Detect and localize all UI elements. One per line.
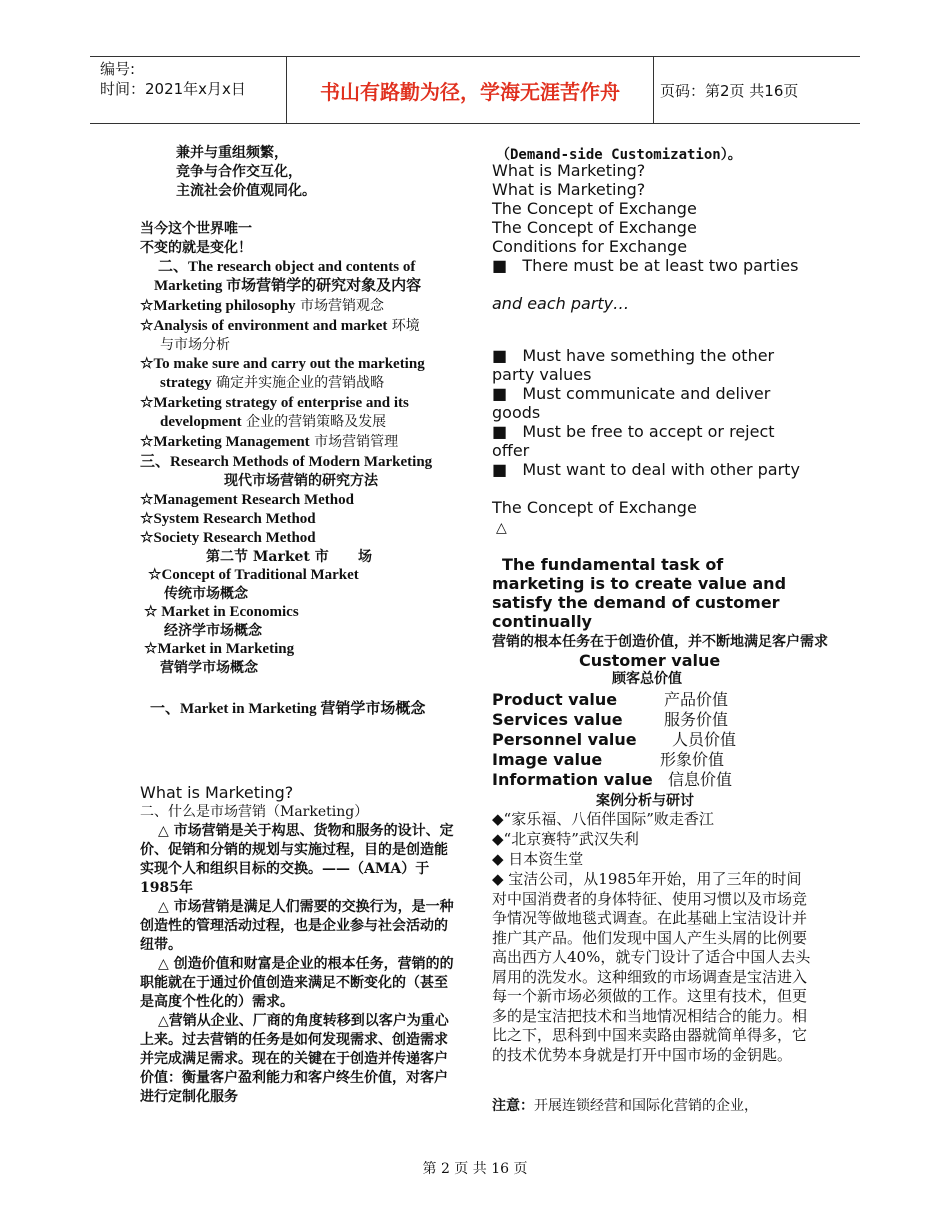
- list-item: ☆Management Research Method: [140, 492, 354, 508]
- list-item-cn: 市场营销观念: [295, 298, 385, 314]
- list-item-en: ☆Marketing philosophy: [140, 298, 296, 314]
- list-item: ■ Must have something the other party values: [492, 346, 780, 384]
- text-line: The Concept of Exchange: [492, 199, 697, 218]
- list-item: [160, 413, 386, 432]
- value-cn: 服务价值: [664, 710, 729, 729]
- list-item: ■ There must be at least two parties: [492, 256, 799, 275]
- value-label: Image value: [492, 750, 603, 769]
- list-item: [160, 374, 384, 393]
- list-item-en: development: [160, 414, 242, 430]
- section-heading: 三、Research Methods of Modern Marketing: [140, 454, 433, 470]
- section-heading: 一、Market in Marketing 营销学市场概念: [150, 701, 426, 717]
- text-line: 主流社会价值观同化。: [176, 183, 316, 199]
- text-line: 兼并与重组频繁，: [176, 145, 288, 161]
- list-item: [140, 317, 420, 336]
- text-line: 营销学市场概念: [160, 660, 258, 676]
- text-line: 传统市场概念: [164, 586, 248, 602]
- text-line: The Concept of Exchange: [492, 498, 697, 517]
- value-cn: 产品价值: [664, 690, 729, 709]
- value-label: Personnel value: [492, 730, 637, 749]
- section-heading: Marketing 市场营销学的研究对象及内容: [154, 278, 422, 294]
- paragraph: ◆ 宝洁公司，从1985年开始，用了三年的时间对中国消费者的身体特征、使用习惯以及市场竞争情况等做地毯式调查。在此基础上宝洁设计并推广其产品。他们发现中国人产生头屑的比例要高出西方人40%，就专门设计了适合中国人去头屑用的洗发水。这种细致的市场调查是宝洁进入每一个新市场必须做的工作。这里有技术，但更多的是宝洁把技术和当地情况相结合的能力。相比之下，思科到中国来卖路由器就简单得多，它的技术优势本身就是打开中国市场的金钥匙。: [492, 870, 811, 1064]
- list-item: ■ Must want to deal with other party: [492, 460, 800, 479]
- list-item: ◆ 日本资生堂: [492, 850, 584, 868]
- list-item-en: ☆Marketing Management: [140, 434, 310, 450]
- value-cn: 信息价值: [668, 770, 733, 789]
- text-line: 与市场分析: [160, 337, 230, 353]
- list-item: [140, 433, 398, 452]
- list-item: ☆System Research Method: [140, 511, 316, 527]
- list-item: ■ Must be free to accept or reject offer: [492, 422, 780, 460]
- section-heading: 第二节 Market 市 场: [206, 549, 373, 565]
- text-line: Conditions for Exchange: [492, 237, 688, 256]
- list-item: ◆“北京赛特”武汉失利: [492, 830, 639, 848]
- paragraph: △ 市场营销是满足人们需要的交换行为，是一种创造性的管理活动过程，也是企业参与社会活动的纽带。: [140, 899, 454, 953]
- list-item: ■ Must communicate and deliver goods: [492, 384, 776, 422]
- list-item-cn: 市场营销管理: [309, 434, 399, 450]
- note-label: 注意：: [492, 1098, 534, 1114]
- doc-number-label: 编号:: [100, 60, 136, 78]
- text-line: 不变的就是变化！: [140, 240, 252, 256]
- paragraph: △ 市场营销是关于构思、货物和服务的设计、定价、促销和分销的规划与实施过程，目的是创造能实现个人和组织目标的交换。——（AMA）于1985年: [140, 823, 454, 896]
- section-heading: 顾客总价值: [612, 671, 682, 687]
- value-label: Information value: [492, 770, 653, 789]
- section-heading: 案例分析与研讨: [596, 793, 694, 809]
- text-line: 二、什么是市场营销（Marketing）: [140, 804, 369, 820]
- paragraph-cn: 营销的根本任务在于创造价值，并不断地满足客户需求: [492, 634, 828, 650]
- text-line: 经济学市场概念: [164, 623, 262, 639]
- page-footer: 第 2 页 共 16 页: [422, 1161, 528, 1177]
- paragraph: [492, 555, 828, 652]
- value-label: Services value: [492, 710, 623, 729]
- value-cn: 形象价值: [660, 750, 725, 769]
- text-line: 竞争与合作交互化，: [176, 164, 302, 180]
- list-item: ◆“家乐福、八佰伴国际”败走香江: [492, 810, 714, 828]
- text-line: （Demand-side Customization）。: [496, 147, 742, 163]
- header-page-info: 页码：第2页 共16页: [660, 81, 799, 100]
- text-line: What is Marketing?: [492, 180, 646, 199]
- page-header: [90, 56, 860, 124]
- paragraph: △营销从企业、厂商的角度转移到以客户为重心上来。过去营销的任务是如何发现需求、创造需求并完成满足需求。现在的关键在于创造并传递客户价值：衡量客户盈利能力和客户终生价值，对客户进行定制化服务: [140, 1013, 449, 1105]
- text-line: What is Marketing?: [140, 783, 294, 802]
- list-item-cn: 确定并实施企业的营销战略: [211, 375, 385, 391]
- paragraph: △ 创造价值和财富是企业的根本任务，营销的的职能就在于通过价值创造来满足不断变化的（甚至是高度个性化的）需求。: [140, 956, 454, 1010]
- list-item: ☆Society Research Method: [140, 530, 316, 546]
- text-line: [492, 1097, 758, 1116]
- triangle-icon: △: [496, 520, 507, 536]
- value-cn: 人员价值: [672, 730, 737, 749]
- value-label: Product value: [492, 690, 618, 709]
- list-item: ☆Concept of Traditional Market: [148, 567, 359, 583]
- text-line: 当今这个世界唯一: [140, 221, 252, 237]
- paragraph-en: The fundamental task of marketing is to create value and satisfy the demand of customer continually: [492, 555, 787, 631]
- header-meta: [90, 57, 286, 123]
- list-item: ☆To make sure and carry out the marketing: [140, 356, 425, 372]
- list-item: [140, 297, 384, 316]
- list-item-cn: 企业的营销策略及发展: [241, 414, 387, 430]
- note-text: 开展连锁经营和国际化营销的企业，: [534, 1098, 758, 1114]
- doc-time-label: 时间：2021年x月x日: [100, 80, 246, 98]
- text-line: What is Marketing?: [492, 161, 646, 180]
- text-line: The Concept of Exchange: [492, 218, 697, 237]
- section-heading: Customer value: [579, 651, 721, 670]
- section-heading: 二、The research object and contents of: [158, 259, 416, 275]
- text-line: and each party…: [492, 294, 630, 313]
- list-item-en: ☆Analysis of environment and market: [140, 318, 388, 334]
- list-item-en: strategy: [160, 375, 212, 391]
- list-item: ☆Marketing strategy of enterprise and its: [140, 395, 409, 411]
- section-heading: 现代市场营销的研究方法: [224, 473, 378, 489]
- list-item: ☆ Market in Economics: [144, 604, 299, 620]
- list-item: ☆Market in Marketing: [144, 641, 295, 657]
- list-item-cn: 环境: [387, 318, 420, 334]
- header-motto: 书山有路勤为径，学海无涯苦作舟: [286, 57, 654, 123]
